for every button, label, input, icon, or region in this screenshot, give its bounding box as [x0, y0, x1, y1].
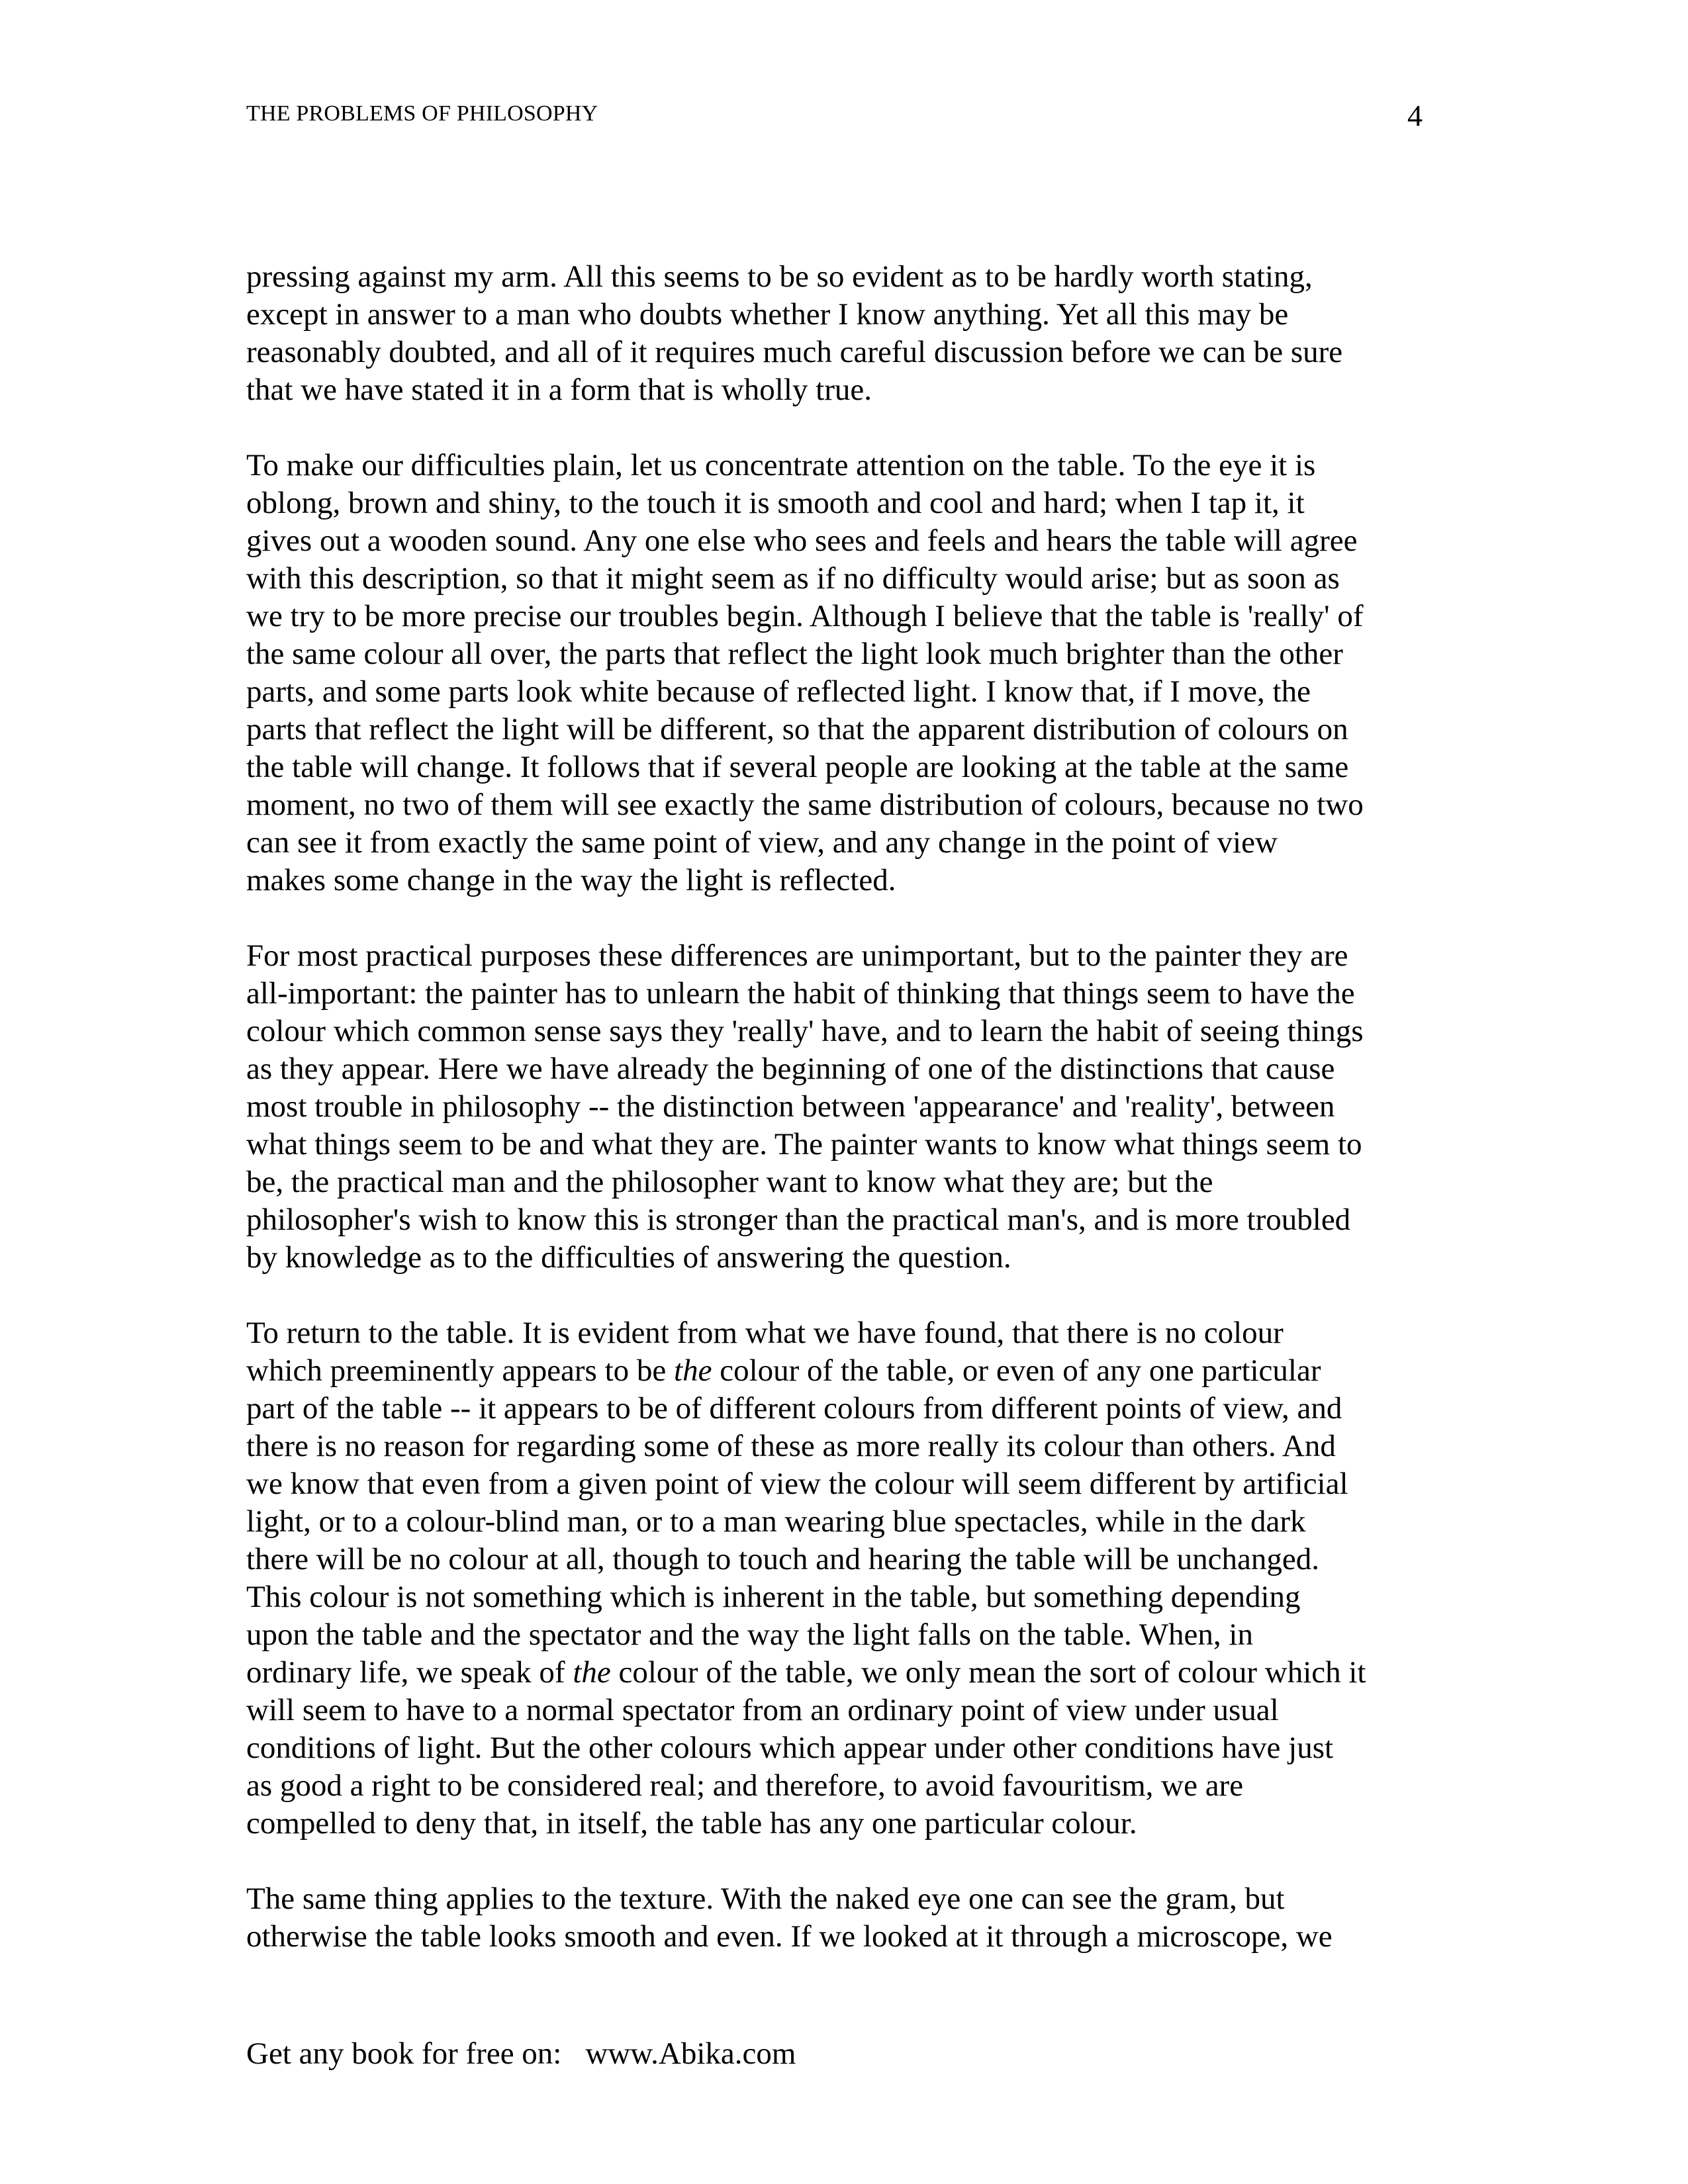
text-line: parts, and some parts look white because of reflected light. I know that, if I move, the [246, 674, 1311, 709]
text-line: there is no reason for regarding some of these as more really its colour than others. And [246, 1429, 1336, 1463]
running-header-title: THE PROBLEMS OF PHILOSOPHY [246, 101, 598, 126]
text-line: as good a right to be considered real; and therefore, to avoid favouritism, we are [246, 1768, 1244, 1803]
text-line: part of the table -- it appears to be of different colours from different points of view, and [246, 1391, 1342, 1426]
text-line: To return to the table. It is evident from what we have found, that there is no colour [246, 1316, 1284, 1350]
paragraph-gap [246, 899, 1438, 937]
text-line: which preeminently appears to be the colour of the table, or even of any one particular [246, 1353, 1321, 1388]
page-number: 4 [1407, 99, 1423, 132]
text-line: the table will change. It follows that if several people are looking at the table at the same [246, 750, 1349, 784]
paragraph-gap [246, 1843, 1438, 1880]
text-line: as they appear. Here we have already the beginning of one of the distinctions that cause [246, 1052, 1335, 1086]
text-line: ordinary life, we speak of the colour of the table, we only mean the sort of colour which it [246, 1655, 1366, 1690]
text-line: there will be no colour at all, though to touch and hearing the table will be unchanged. [246, 1542, 1320, 1576]
text-line: we try to be more precise our troubles begin. Although I believe that the table is 'really' of [246, 599, 1364, 633]
text-line: gives out a wooden sound. Any one else who sees and feels and hears the table will agree [246, 523, 1358, 558]
footer [246, 2035, 796, 2073]
text-line: be, the practical man and the philosopher want to know what they are; but the [246, 1165, 1213, 1199]
text-line: This colour is not something which is inherent in the table, but something depending [246, 1580, 1301, 1614]
paragraph-gap [246, 409, 1438, 447]
text-line: except in answer to a man who doubts whether I know anything. Yet all this may be [246, 297, 1289, 332]
text-line: conditions of light. But the other colours which appear under other conditions have just [246, 1731, 1334, 1765]
text-line: by knowledge as to the difficulties of answering the question. [246, 1240, 1011, 1275]
text-line: philosopher's wish to know this is stronger than the practical man's, and is more troubled [246, 1203, 1351, 1237]
italic-emphasis: the [573, 1655, 611, 1690]
text-line: parts that reflect the light will be different, so that the apparent distribution of colours on [246, 712, 1348, 747]
text-line: oblong, brown and shiny, to the touch it is smooth and cool and hard; when I tap it, it [246, 486, 1305, 520]
text-line: For most practical purposes these differences are unimportant, but to the painter they are [246, 938, 1348, 973]
text-line: most trouble in philosophy -- the distinction between 'appearance' and 'reality', between [246, 1089, 1335, 1124]
text-line: To make our difficulties plain, let us concentrate attention on the table. To the eye it is [246, 448, 1316, 482]
text-line: moment, no two of them will see exactly the same distribution of colours, because no two [246, 788, 1364, 822]
text-line: compelled to deny that, in itself, the table has any one particular colour. [246, 1806, 1137, 1841]
text-line: otherwise the table looks smooth and even. If we looked at it through a microscope, we [246, 1919, 1333, 1954]
text-line: colour which common sense says they 'really' have, and to learn the habit of seeing things [246, 1014, 1364, 1048]
body-text [246, 258, 1438, 1956]
text-line: upon the table and the spectator and the way the light falls on the table. When, in [246, 1617, 1253, 1652]
footer-text: Get any book for free on: [246, 2036, 562, 2071]
text-line: pressing against my arm. All this seems to be so evident as to be hardly worth stating, [246, 259, 1313, 294]
text-line: will seem to have to a normal spectator from an ordinary point of view under usual [246, 1693, 1279, 1727]
text-line: with this description, so that it might seem as if no difficulty would arise; but as soon as [246, 561, 1340, 596]
footer-link[interactable]: www.Abika.com [585, 2036, 796, 2071]
text-line: the same colour all over, the parts that reflect the light look much brighter than the other [246, 637, 1343, 671]
text-line: The same thing applies to the texture. With the naked eye one can see the gram, but [246, 1882, 1285, 1916]
text-line: that we have stated it in a form that is wholly true. [246, 373, 872, 407]
text-line: what things seem to be and what they are. The painter wants to know what things seem to [246, 1127, 1362, 1161]
text-line: light, or to a colour-blind man, or to a man wearing blue spectacles, while in the dark [246, 1504, 1306, 1539]
text-line: reasonably doubted, and all of it requires much careful discussion before we can be sure [246, 335, 1343, 369]
paragraph-gap [246, 1277, 1438, 1314]
text-line: can see it from exactly the same point of view, and any change in the point of view [246, 825, 1278, 860]
text-line: makes some change in the way the light is reflected. [246, 863, 896, 897]
text-line: all-important: the painter has to unlearn the habit of thinking that things seem to have the [246, 976, 1355, 1011]
text-line: we know that even from a given point of view the colour will seem different by artificial [246, 1467, 1348, 1501]
italic-emphasis: the [674, 1353, 712, 1388]
